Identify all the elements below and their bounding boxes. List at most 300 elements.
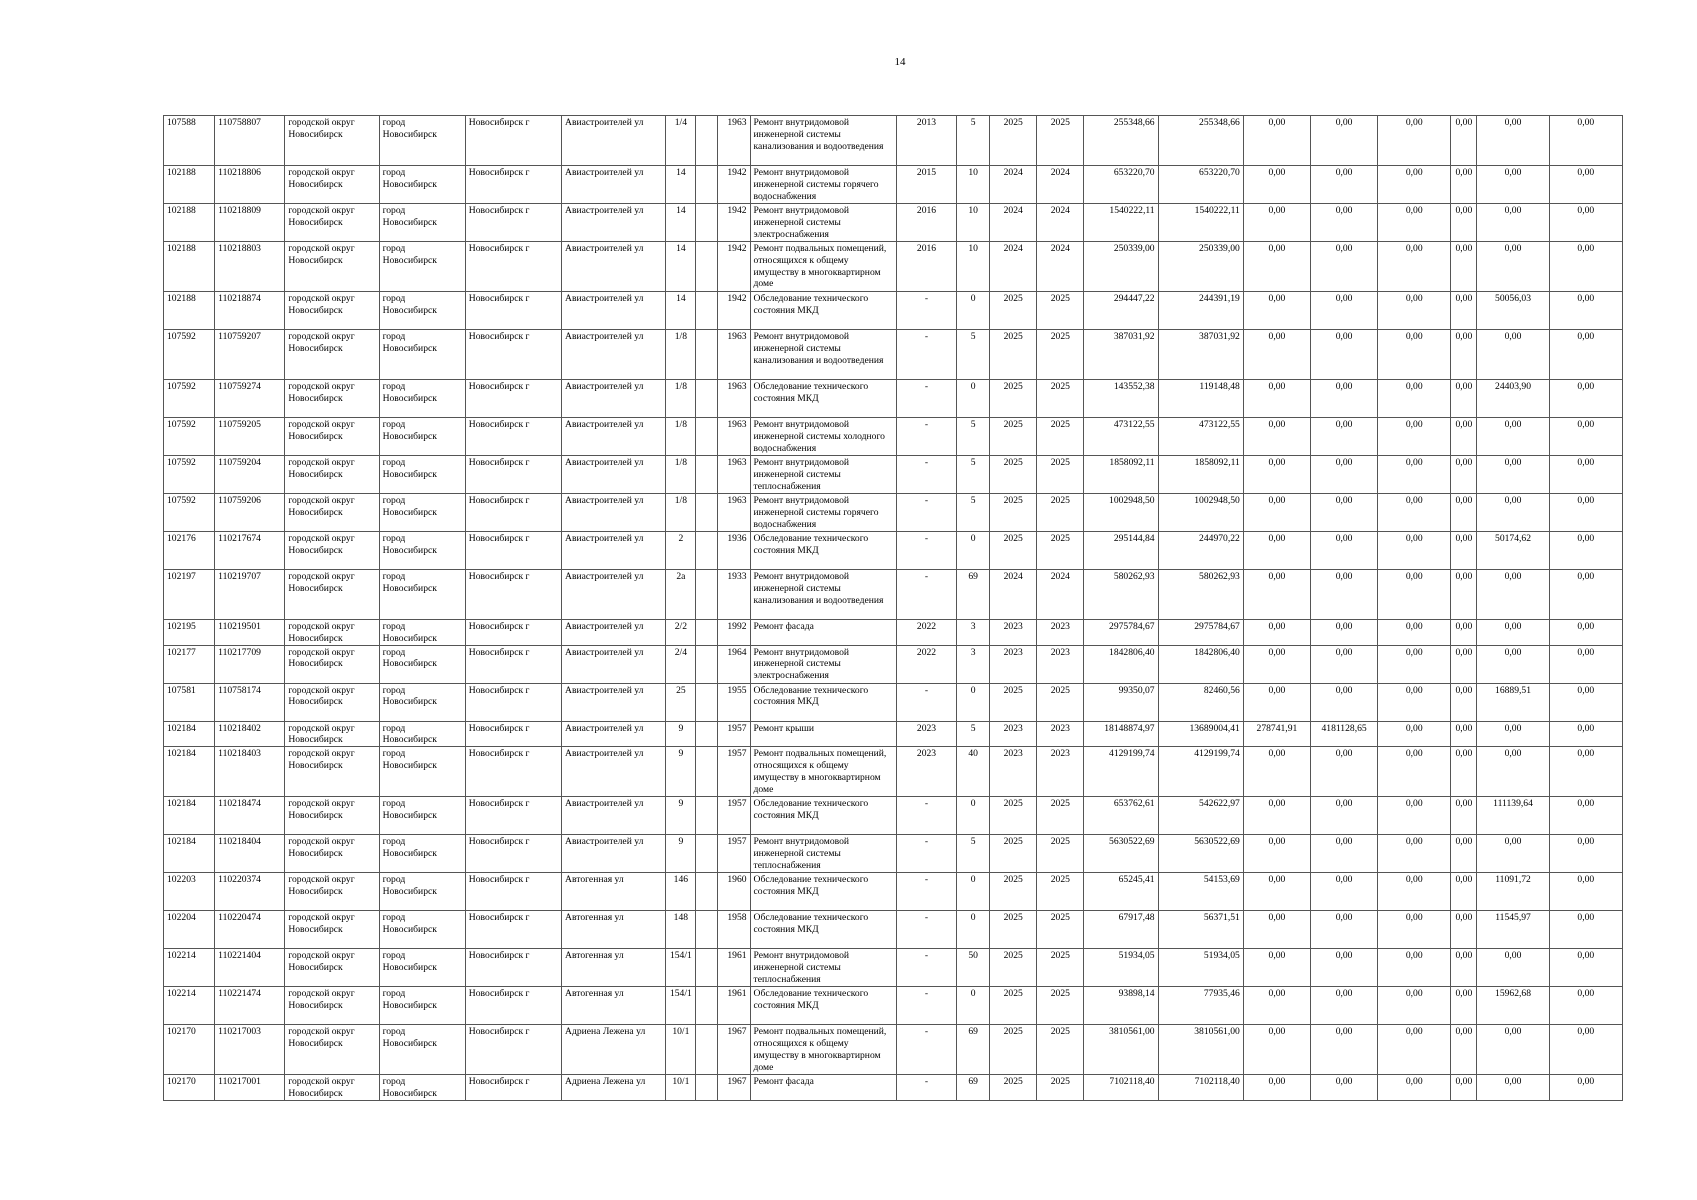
cell-owners-share: 0,00 xyxy=(1451,532,1477,570)
cell-house-number: 25 xyxy=(666,683,696,721)
cell-last-repair-year: 2023 xyxy=(896,721,956,747)
cell-city: Новосибирск г xyxy=(465,747,561,797)
cell-reserve: 0,00 xyxy=(1549,873,1622,911)
page-number: 14 xyxy=(894,56,906,68)
cell-last-repair-year: - xyxy=(896,683,956,721)
cell-subsidy-regional: 0,00 xyxy=(1311,418,1378,456)
cell-fund-cost: 387031,92 xyxy=(1158,330,1243,380)
cell-other-funds: 50056,03 xyxy=(1477,292,1549,330)
cell-subsidy-federal: 0,00 xyxy=(1243,570,1310,620)
table-row xyxy=(164,494,1623,532)
cell-city: Новосибирск г xyxy=(465,620,561,646)
cell-wear-percent: 0 xyxy=(957,797,990,835)
cell-reserve: 0,00 xyxy=(1549,645,1622,683)
cell-reserve: 0,00 xyxy=(1549,797,1622,835)
cell-house-id: 107592 xyxy=(164,330,215,380)
cell-work-type: Ремонт внутридомовой инженерной системы электроснабжения xyxy=(750,204,896,242)
cell-owners-share: 0,00 xyxy=(1451,1075,1477,1101)
cell-city: Новосибирск г xyxy=(465,292,561,330)
cell-municipality: городской округ Новосибирск xyxy=(285,330,379,380)
cell-street: Авиастроителей ул xyxy=(562,456,666,494)
cell-reserve: 0,00 xyxy=(1549,683,1622,721)
cell-house-number: 154/1 xyxy=(666,949,696,987)
cell-subsidy-regional: 0,00 xyxy=(1311,911,1378,949)
cell-work-id: 110217001 xyxy=(215,1075,285,1101)
cell-fund-cost: 3810561,00 xyxy=(1158,1025,1243,1075)
cell-work-type: Обследование технического состояния МКД xyxy=(750,873,896,911)
cell-work-type: Обследование технического состояния МКД xyxy=(750,911,896,949)
cell-building xyxy=(696,1075,718,1101)
cell-fund-cost: 7102118,40 xyxy=(1158,1075,1243,1101)
cell-subsidy-regional: 0,00 xyxy=(1311,330,1378,380)
cell-house-id: 102188 xyxy=(164,242,215,292)
cell-house-number: 2 xyxy=(666,532,696,570)
cell-wear-percent: 5 xyxy=(957,330,990,380)
cell-city: Новосибирск г xyxy=(465,987,561,1025)
cell-last-repair-year: - xyxy=(896,494,956,532)
cell-last-repair-year: - xyxy=(896,873,956,911)
cell-fund-cost: 4129199,74 xyxy=(1158,747,1243,797)
cell-total-cost: 1842806,40 xyxy=(1084,645,1158,683)
table-row xyxy=(164,911,1623,949)
cell-reserve: 0,00 xyxy=(1549,911,1622,949)
cell-last-repair-year: - xyxy=(896,330,956,380)
cell-city: Новосибирск г xyxy=(465,721,561,747)
cell-wear-percent: 0 xyxy=(957,380,990,418)
cell-owners-share: 0,00 xyxy=(1451,797,1477,835)
cell-house-number: 9 xyxy=(666,797,696,835)
cell-reserve: 0,00 xyxy=(1549,532,1622,570)
cell-work-id: 110759204 xyxy=(215,456,285,494)
cell-last-repair-year: - xyxy=(896,949,956,987)
cell-last-repair-year: 2016 xyxy=(896,204,956,242)
cell-subsidy-federal: 0,00 xyxy=(1243,1025,1310,1075)
cell-house-number: 9 xyxy=(666,721,696,747)
cell-settlement: город Новосибирск xyxy=(379,620,465,646)
cell-subsidy-local: 0,00 xyxy=(1378,987,1451,1025)
cell-last-repair-year: - xyxy=(896,1025,956,1075)
cell-city: Новосибирск г xyxy=(465,570,561,620)
cell-work-id: 110759274 xyxy=(215,380,285,418)
cell-fund-cost: 56371,51 xyxy=(1158,911,1243,949)
cell-work-type: Обследование технического состояния МКД xyxy=(750,380,896,418)
cell-settlement: город Новосибирск xyxy=(379,380,465,418)
cell-wear-percent: 10 xyxy=(957,242,990,292)
cell-fund-cost: 1842806,40 xyxy=(1158,645,1243,683)
cell-total-cost: 99350,07 xyxy=(1084,683,1158,721)
cell-work-type: Обследование технического состояния МКД xyxy=(750,292,896,330)
cell-last-repair-year: - xyxy=(896,570,956,620)
cell-reserve: 0,00 xyxy=(1549,166,1622,204)
table-row xyxy=(164,1075,1623,1101)
cell-work-id: 110218474 xyxy=(215,797,285,835)
cell-subsidy-federal: 0,00 xyxy=(1243,987,1310,1025)
cell-fund-cost: 250339,00 xyxy=(1158,242,1243,292)
cell-building xyxy=(696,380,718,418)
cell-subsidy-local: 0,00 xyxy=(1378,911,1451,949)
cell-last-repair-year: - xyxy=(896,1075,956,1101)
cell-work-id: 110219501 xyxy=(215,620,285,646)
cell-subsidy-local: 0,00 xyxy=(1378,721,1451,747)
cell-fund-cost: 119148,48 xyxy=(1158,380,1243,418)
cell-year-built: 1961 xyxy=(718,987,750,1025)
cell-wear-percent: 5 xyxy=(957,418,990,456)
cell-house-id: 102204 xyxy=(164,911,215,949)
cell-reserve: 0,00 xyxy=(1549,494,1622,532)
cell-total-cost: 65245,41 xyxy=(1084,873,1158,911)
cell-work-type: Ремонт внутридомовой инженерной системы теплоснабжения xyxy=(750,949,896,987)
cell-house-number: 2/4 xyxy=(666,645,696,683)
cell-building xyxy=(696,330,718,380)
cell-wear-percent: 0 xyxy=(957,987,990,1025)
cell-street: Авиастроителей ул xyxy=(562,570,666,620)
table-row xyxy=(164,456,1623,494)
cell-year-built: 1963 xyxy=(718,494,750,532)
cell-house-number: 9 xyxy=(666,747,696,797)
cell-building xyxy=(696,949,718,987)
cell-subsidy-local: 0,00 xyxy=(1378,873,1451,911)
cell-subsidy-regional: 0,00 xyxy=(1311,570,1378,620)
cell-year-built: 1942 xyxy=(718,292,750,330)
cell-work-type: Ремонт внутридомовой инженерной системы теплоснабжения xyxy=(750,835,896,873)
cell-work-id: 110221404 xyxy=(215,949,285,987)
cell-subsidy-federal: 0,00 xyxy=(1243,456,1310,494)
cell-municipality: городской округ Новосибирск xyxy=(285,204,379,242)
cell-house-number: 1/8 xyxy=(666,456,696,494)
cell-other-funds: 111139,64 xyxy=(1477,797,1549,835)
cell-work-type: Обследование технического состояния МКД xyxy=(750,532,896,570)
cell-other-funds: 0,00 xyxy=(1477,330,1549,380)
cell-year-built: 1964 xyxy=(718,645,750,683)
cell-fund-cost: 653220,70 xyxy=(1158,166,1243,204)
cell-fund-cost: 244391,19 xyxy=(1158,292,1243,330)
cell-work-id: 110218403 xyxy=(215,747,285,797)
cell-subsidy-federal: 0,00 xyxy=(1243,620,1310,646)
cell-city: Новосибирск г xyxy=(465,949,561,987)
cell-plan-year-from: 2025 xyxy=(990,494,1037,532)
cell-city: Новосибирск г xyxy=(465,166,561,204)
cell-city: Новосибирск г xyxy=(465,797,561,835)
cell-municipality: городской округ Новосибирск xyxy=(285,911,379,949)
cell-reserve: 0,00 xyxy=(1549,835,1622,873)
cell-plan-year-from: 2025 xyxy=(990,949,1037,987)
table-row xyxy=(164,380,1623,418)
cell-house-number: 10/1 xyxy=(666,1075,696,1101)
cell-last-repair-year: 2022 xyxy=(896,645,956,683)
cell-year-built: 1961 xyxy=(718,949,750,987)
repair-register-table xyxy=(163,115,1623,1101)
cell-total-cost: 51934,05 xyxy=(1084,949,1158,987)
cell-subsidy-federal: 0,00 xyxy=(1243,797,1310,835)
cell-subsidy-federal: 0,00 xyxy=(1243,242,1310,292)
cell-plan-year-to: 2024 xyxy=(1037,570,1084,620)
cell-subsidy-federal: 0,00 xyxy=(1243,494,1310,532)
cell-year-built: 1963 xyxy=(718,380,750,418)
table-row xyxy=(164,532,1623,570)
cell-wear-percent: 5 xyxy=(957,494,990,532)
cell-street: Авиастроителей ул xyxy=(562,797,666,835)
cell-year-built: 1957 xyxy=(718,835,750,873)
cell-house-id: 107592 xyxy=(164,380,215,418)
cell-other-funds: 50174,62 xyxy=(1477,532,1549,570)
cell-total-cost: 5630522,69 xyxy=(1084,835,1158,873)
cell-municipality: городской округ Новосибирск xyxy=(285,1075,379,1101)
cell-plan-year-to: 2024 xyxy=(1037,204,1084,242)
cell-year-built: 1967 xyxy=(718,1025,750,1075)
cell-reserve: 0,00 xyxy=(1549,204,1622,242)
table-row xyxy=(164,204,1623,242)
cell-last-repair-year: - xyxy=(896,797,956,835)
cell-plan-year-from: 2025 xyxy=(990,292,1037,330)
cell-year-built: 1967 xyxy=(718,1075,750,1101)
cell-last-repair-year: 2022 xyxy=(896,620,956,646)
cell-fund-cost: 51934,05 xyxy=(1158,949,1243,987)
cell-municipality: городской округ Новосибирск xyxy=(285,835,379,873)
cell-fund-cost: 1858092,11 xyxy=(1158,456,1243,494)
cell-total-cost: 295144,84 xyxy=(1084,532,1158,570)
cell-subsidy-regional: 0,00 xyxy=(1311,873,1378,911)
cell-total-cost: 580262,93 xyxy=(1084,570,1158,620)
cell-plan-year-from: 2025 xyxy=(990,911,1037,949)
cell-reserve: 0,00 xyxy=(1549,570,1622,620)
cell-plan-year-to: 2025 xyxy=(1037,911,1084,949)
cell-house-id: 102184 xyxy=(164,835,215,873)
cell-municipality: городской округ Новосибирск xyxy=(285,292,379,330)
cell-settlement: город Новосибирск xyxy=(379,683,465,721)
cell-house-id: 102176 xyxy=(164,532,215,570)
cell-owners-share: 0,00 xyxy=(1451,330,1477,380)
cell-plan-year-to: 2025 xyxy=(1037,494,1084,532)
cell-other-funds: 24403,90 xyxy=(1477,380,1549,418)
cell-other-funds: 0,00 xyxy=(1477,166,1549,204)
cell-other-funds: 0,00 xyxy=(1477,570,1549,620)
cell-other-funds: 0,00 xyxy=(1477,418,1549,456)
cell-street: Автогенная ул xyxy=(562,987,666,1025)
cell-settlement: город Новосибирск xyxy=(379,292,465,330)
cell-work-type: Ремонт внутридомовой инженерной системы электроснабжения xyxy=(750,645,896,683)
table-row xyxy=(164,116,1623,166)
cell-street: Авиастроителей ул xyxy=(562,532,666,570)
cell-total-cost: 143552,38 xyxy=(1084,380,1158,418)
cell-plan-year-to: 2025 xyxy=(1037,330,1084,380)
cell-total-cost: 1002948,50 xyxy=(1084,494,1158,532)
cell-work-id: 110759206 xyxy=(215,494,285,532)
cell-subsidy-federal: 0,00 xyxy=(1243,873,1310,911)
cell-last-repair-year: - xyxy=(896,380,956,418)
cell-subsidy-federal: 0,00 xyxy=(1243,418,1310,456)
cell-street: Автогенная ул xyxy=(562,949,666,987)
cell-subsidy-local: 0,00 xyxy=(1378,1075,1451,1101)
cell-other-funds: 0,00 xyxy=(1477,1075,1549,1101)
cell-house-id: 107581 xyxy=(164,683,215,721)
cell-plan-year-to: 2025 xyxy=(1037,987,1084,1025)
cell-year-built: 1936 xyxy=(718,532,750,570)
cell-building xyxy=(696,456,718,494)
cell-subsidy-local: 0,00 xyxy=(1378,620,1451,646)
cell-wear-percent: 40 xyxy=(957,747,990,797)
cell-subsidy-federal: 0,00 xyxy=(1243,645,1310,683)
cell-building xyxy=(696,1025,718,1075)
cell-plan-year-from: 2025 xyxy=(990,683,1037,721)
cell-total-cost: 3810561,00 xyxy=(1084,1025,1158,1075)
cell-year-built: 1957 xyxy=(718,721,750,747)
cell-house-id: 102188 xyxy=(164,166,215,204)
cell-subsidy-regional: 0,00 xyxy=(1311,456,1378,494)
cell-wear-percent: 10 xyxy=(957,166,990,204)
cell-last-repair-year: 2016 xyxy=(896,242,956,292)
cell-city: Новосибирск г xyxy=(465,380,561,418)
cell-plan-year-to: 2025 xyxy=(1037,292,1084,330)
cell-year-built: 1963 xyxy=(718,418,750,456)
cell-subsidy-regional: 0,00 xyxy=(1311,494,1378,532)
cell-fund-cost: 2975784,67 xyxy=(1158,620,1243,646)
cell-last-repair-year: 2023 xyxy=(896,747,956,797)
cell-house-id: 107592 xyxy=(164,418,215,456)
cell-wear-percent: 5 xyxy=(957,456,990,494)
cell-city: Новосибирск г xyxy=(465,645,561,683)
cell-plan-year-from: 2025 xyxy=(990,835,1037,873)
cell-other-funds: 11545,97 xyxy=(1477,911,1549,949)
cell-house-number: 1/8 xyxy=(666,418,696,456)
cell-street: Адриена Лежена ул xyxy=(562,1075,666,1101)
cell-subsidy-local: 0,00 xyxy=(1378,1025,1451,1075)
cell-plan-year-from: 2025 xyxy=(990,873,1037,911)
cell-plan-year-from: 2025 xyxy=(990,797,1037,835)
cell-plan-year-to: 2025 xyxy=(1037,1075,1084,1101)
cell-plan-year-to: 2025 xyxy=(1037,116,1084,166)
table-row xyxy=(164,721,1623,747)
cell-reserve: 0,00 xyxy=(1549,721,1622,747)
cell-total-cost: 1858092,11 xyxy=(1084,456,1158,494)
cell-building xyxy=(696,418,718,456)
cell-street: Автогенная ул xyxy=(562,911,666,949)
cell-settlement: город Новосибирск xyxy=(379,116,465,166)
cell-plan-year-from: 2025 xyxy=(990,532,1037,570)
cell-subsidy-regional: 0,00 xyxy=(1311,1075,1378,1101)
cell-house-number: 1/8 xyxy=(666,380,696,418)
cell-city: Новосибирск г xyxy=(465,532,561,570)
cell-subsidy-federal: 0,00 xyxy=(1243,747,1310,797)
cell-work-id: 110758807 xyxy=(215,116,285,166)
cell-total-cost: 473122,55 xyxy=(1084,418,1158,456)
cell-subsidy-federal: 0,00 xyxy=(1243,1075,1310,1101)
cell-house-number: 10/1 xyxy=(666,1025,696,1075)
cell-settlement: город Новосибирск xyxy=(379,721,465,747)
cell-city: Новосибирск г xyxy=(465,683,561,721)
cell-subsidy-regional: 0,00 xyxy=(1311,166,1378,204)
table-row xyxy=(164,1025,1623,1075)
cell-subsidy-regional: 0,00 xyxy=(1311,116,1378,166)
cell-total-cost: 93898,14 xyxy=(1084,987,1158,1025)
cell-fund-cost: 5630522,69 xyxy=(1158,835,1243,873)
cell-wear-percent: 10 xyxy=(957,204,990,242)
cell-building xyxy=(696,204,718,242)
cell-last-repair-year: 2015 xyxy=(896,166,956,204)
cell-work-type: Ремонт внутридомовой инженерной системы горячего водоснабжения xyxy=(750,166,896,204)
cell-subsidy-local: 0,00 xyxy=(1378,949,1451,987)
cell-total-cost: 67917,48 xyxy=(1084,911,1158,949)
cell-house-id: 102177 xyxy=(164,645,215,683)
cell-year-built: 1933 xyxy=(718,570,750,620)
cell-subsidy-local: 0,00 xyxy=(1378,645,1451,683)
cell-other-funds: 0,00 xyxy=(1477,747,1549,797)
cell-fund-cost: 13689004,41 xyxy=(1158,721,1243,747)
cell-building xyxy=(696,166,718,204)
cell-subsidy-federal: 0,00 xyxy=(1243,116,1310,166)
cell-house-number: 148 xyxy=(666,911,696,949)
cell-year-built: 1942 xyxy=(718,242,750,292)
cell-other-funds: 0,00 xyxy=(1477,494,1549,532)
cell-plan-year-to: 2023 xyxy=(1037,721,1084,747)
cell-subsidy-local: 0,00 xyxy=(1378,835,1451,873)
cell-plan-year-from: 2025 xyxy=(990,116,1037,166)
cell-other-funds: 0,00 xyxy=(1477,835,1549,873)
cell-house-number: 1/4 xyxy=(666,116,696,166)
cell-settlement: город Новосибирск xyxy=(379,949,465,987)
cell-wear-percent: 0 xyxy=(957,292,990,330)
cell-subsidy-regional: 0,00 xyxy=(1311,987,1378,1025)
cell-last-repair-year: - xyxy=(896,418,956,456)
cell-street: Авиастроителей ул xyxy=(562,242,666,292)
cell-fund-cost: 473122,55 xyxy=(1158,418,1243,456)
cell-owners-share: 0,00 xyxy=(1451,166,1477,204)
cell-subsidy-regional: 4181128,65 xyxy=(1311,721,1378,747)
cell-subsidy-local: 0,00 xyxy=(1378,456,1451,494)
cell-reserve: 0,00 xyxy=(1549,987,1622,1025)
cell-plan-year-to: 2025 xyxy=(1037,683,1084,721)
cell-subsidy-local: 0,00 xyxy=(1378,532,1451,570)
cell-year-built: 1957 xyxy=(718,797,750,835)
cell-plan-year-to: 2025 xyxy=(1037,949,1084,987)
cell-house-number: 154/1 xyxy=(666,987,696,1025)
cell-subsidy-local: 0,00 xyxy=(1378,166,1451,204)
cell-municipality: городской округ Новосибирск xyxy=(285,418,379,456)
cell-house-id: 102184 xyxy=(164,797,215,835)
table-row xyxy=(164,292,1623,330)
cell-city: Новосибирск г xyxy=(465,418,561,456)
cell-wear-percent: 5 xyxy=(957,721,990,747)
cell-settlement: город Новосибирск xyxy=(379,242,465,292)
cell-owners-share: 0,00 xyxy=(1451,987,1477,1025)
cell-street: Авиастроителей ул xyxy=(562,292,666,330)
cell-building xyxy=(696,911,718,949)
cell-municipality: городской округ Новосибирск xyxy=(285,242,379,292)
cell-work-id: 110220374 xyxy=(215,873,285,911)
table-row xyxy=(164,330,1623,380)
cell-owners-share: 0,00 xyxy=(1451,116,1477,166)
cell-wear-percent: 0 xyxy=(957,683,990,721)
cell-plan-year-to: 2023 xyxy=(1037,747,1084,797)
cell-subsidy-regional: 0,00 xyxy=(1311,380,1378,418)
cell-municipality: городской округ Новосибирск xyxy=(285,456,379,494)
cell-last-repair-year: - xyxy=(896,532,956,570)
cell-subsidy-federal: 278741,91 xyxy=(1243,721,1310,747)
cell-municipality: городской округ Новосибирск xyxy=(285,645,379,683)
cell-work-id: 110218803 xyxy=(215,242,285,292)
cell-subsidy-federal: 0,00 xyxy=(1243,683,1310,721)
cell-street: Авиастроителей ул xyxy=(562,380,666,418)
cell-owners-share: 0,00 xyxy=(1451,721,1477,747)
cell-wear-percent: 0 xyxy=(957,532,990,570)
cell-settlement: город Новосибирск xyxy=(379,570,465,620)
cell-plan-year-to: 2025 xyxy=(1037,873,1084,911)
cell-reserve: 0,00 xyxy=(1549,1025,1622,1075)
cell-settlement: город Новосибирск xyxy=(379,873,465,911)
table-row xyxy=(164,835,1623,873)
cell-settlement: город Новосибирск xyxy=(379,911,465,949)
cell-fund-cost: 580262,93 xyxy=(1158,570,1243,620)
cell-building xyxy=(696,873,718,911)
